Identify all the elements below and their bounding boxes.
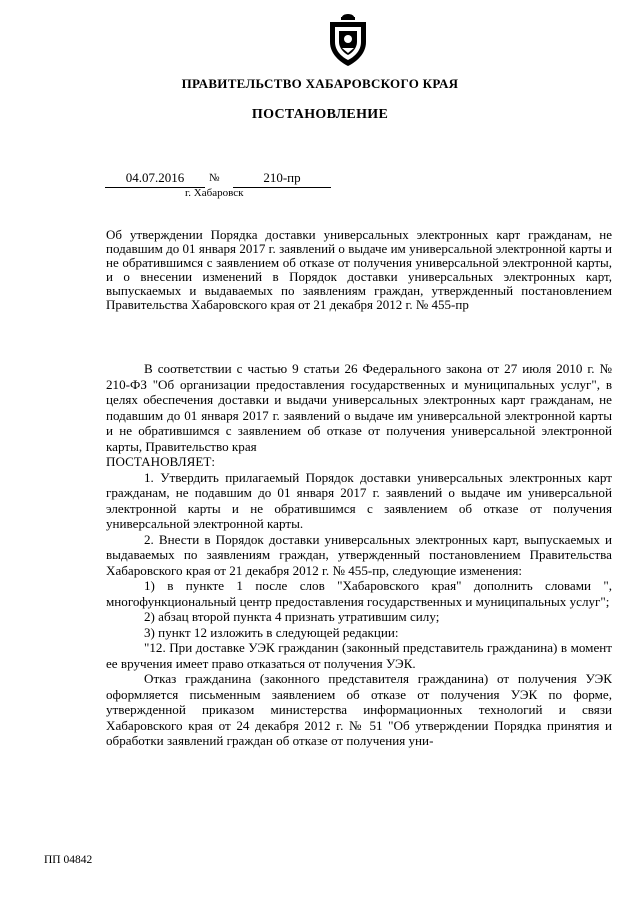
government-title: ПРАВИТЕЛЬСТВО ХАБАРОВСКОГО КРАЯ — [181, 76, 459, 91]
document-subject: Об утверждении Порядка доставки универсальных электронных карт гражданам, не подавшим до 01 января 2017 г. заявлений о выдаче им универсальной электронной карты и не обратившимся с заявлением об отказе от получения универсальной электронной карты, и о внесении изменений в Порядок доставки универсальных электронных карт, выпускаемых и выдаваемых по заявлениям граждан, утвержденный постановлением Правительства Хабаровского края от 21 декабря 2012 г. № 455-пр — [106, 227, 612, 312]
preamble-paragraph: В соответствии с частью 9 статьи 26 Федерального закона от 27 июля 2010 г. № 210-ФЗ "Об организации предоставления государственных и муниципальных услуг", в целях обеспечения доставки и выдачи универсальных электронных карт гражданам, не подавшим до 01 января 2017 г. заявлений о выдаче им универсальной электронной карты и не обратившимся с заявлением об отказе от получения универсальной электронной карты, Правительство края — [106, 361, 612, 454]
document-city: г. Хабаровск — [185, 187, 244, 199]
resolves-heading: ПОСТАНОВЛЯЕТ: — [106, 454, 216, 469]
paragraph-2: 2. Внести в Порядок доставки универсальных электронных карт, выпускаемых и выдаваемых по заявлениям граждан, утвержденный постановлением Правительства Хабаровского края от 21 декабря 2012 г. № 455-пр, следующие изменения: — [106, 531, 612, 578]
paragraph-refusal: Отказ гражданина (законного представителя гражданина) от получения УЭК оформляется письменным заявлением об отказе от получения УЭК по форме, утвержденной приказом министерства информационных технологий и связи Хабаровского края от 24 декабря 2012 г. № 51 "Об утверждении Порядка принятия и обработки заявлений граждан об отказе от получения уни- — [106, 671, 612, 748]
footer-code: ПП 04842 — [44, 854, 93, 866]
document-type: ПОСТАНОВЛЕНИЕ — [251, 107, 389, 122]
paragraph-12: "12. При доставке УЭК гражданин (законный представитель гражданина) в момент ее вручения имеет право отказаться от получения УЭК. — [106, 640, 612, 671]
paragraph-2-item-3: 3) пункт 12 изложить в следующей редакции: — [144, 624, 399, 640]
coat-of-arms-icon — [326, 12, 370, 68]
document-date: 04.07.2016 — [105, 170, 205, 188]
number-sign: № — [209, 172, 220, 184]
paragraph-2-item-2: 2) абзац второй пункта 4 признать утратившим силу; — [144, 609, 440, 624]
paragraph-2-item-1: 1) в пункте 1 после слов "Хабаровского края" дополнить словами ", многофункциональный центр предоставления государственных и муниципальных услуг"; — [106, 578, 612, 609]
paragraph-1: 1. Утвердить прилагаемый Порядок доставки универсальных электронных карт гражданам, не подавшим до 01 января 2017 г. заявлений о выдаче им универсальной электронной карты и не обратившимся с заявлением об отказе от получения универсальной электронной карты. — [106, 469, 612, 531]
document-number: 210-пр — [233, 170, 331, 188]
document-body — [106, 361, 612, 749]
